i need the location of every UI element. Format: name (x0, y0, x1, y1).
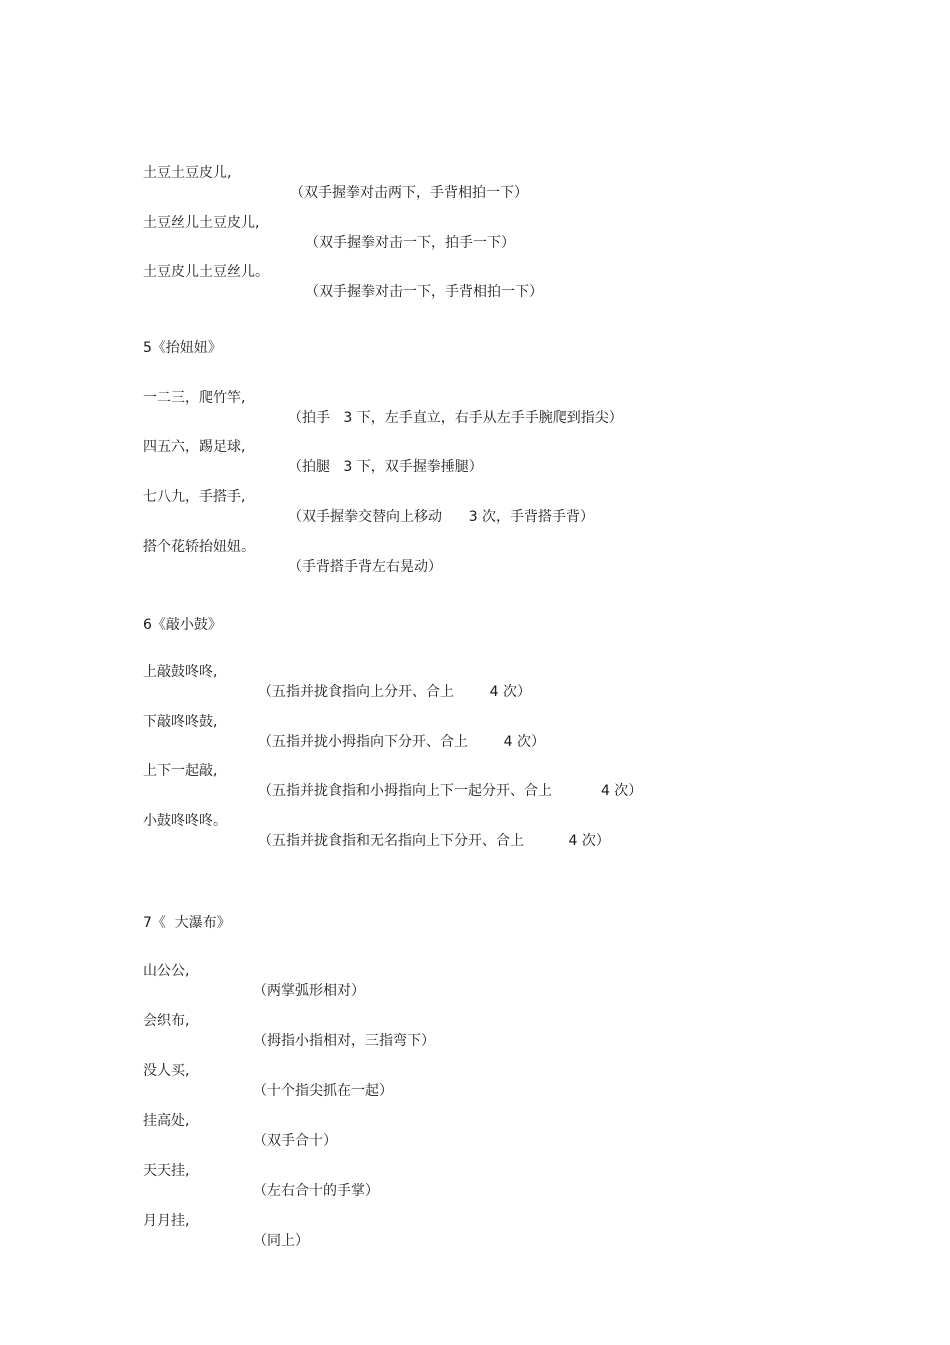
gesture-note: （拍腿 3 下，双手握拳捶腿） (288, 459, 483, 475)
gesture-note: （十个指尖抓在一起） (253, 1083, 393, 1099)
section-4-line (0, 193, 515, 251)
lyric-text: 上敲鼓咚咚, (143, 664, 218, 680)
section-4-line (0, 143, 528, 201)
gesture-note: （五指并拢小拇指向下分开、合上 4 次） (258, 734, 545, 750)
section-heading: 7《 大瀑布》 (143, 915, 231, 931)
lyric-text: 天天挂, (143, 1163, 190, 1179)
section-5-line (0, 417, 483, 475)
gesture-note: （两掌弧形相对） (253, 983, 365, 999)
gesture-note: （五指并拢食指和小拇指向上下一起分开、合上 4 次） (258, 783, 643, 799)
section-7-heading-row (0, 893, 231, 931)
section-7-line (0, 941, 365, 999)
section-6-line (0, 642, 531, 700)
gesture-note: （双手握拳对击两下，手背相拍一下） (290, 185, 528, 201)
gesture-note: （同上） (253, 1233, 309, 1249)
section-7-line (0, 1191, 309, 1249)
lyric-text: 月月挂, (143, 1213, 190, 1229)
lyric-text: 七八九，手搭手, (143, 489, 246, 505)
lyric-text: 土豆土豆皮儿, (143, 165, 232, 181)
lyric-text: 下敲咚咚鼓, (143, 714, 218, 730)
lyric-text: 一二三，爬竹竿, (143, 390, 246, 406)
section-6-heading-row (0, 595, 222, 633)
gesture-note: （五指并拢食指和无名指向上下分开、合上 4 次） (258, 833, 610, 849)
section-5-heading-row (0, 318, 222, 356)
section-heading: 5《抬妞妞》 (143, 340, 222, 356)
lyric-text: 搭个花轿抬妞妞。 (143, 539, 255, 555)
lyric-text: 挂高处, (143, 1113, 190, 1129)
lyric-text: 土豆丝儿土豆皮儿, (143, 215, 260, 231)
lyric-text: 土豆皮儿土豆丝儿。 (143, 264, 269, 280)
section-7-line (0, 1041, 393, 1099)
gesture-note: （拇指小指相对，三指弯下） (253, 1033, 435, 1049)
section-7-line (0, 1091, 337, 1149)
lyric-text: 小鼓咚咚咚。 (143, 813, 227, 829)
section-5-line (0, 368, 623, 426)
lyric-text: 没人买, (143, 1063, 190, 1079)
gesture-note: （手背搭手背左右晃动） (288, 559, 442, 575)
lyric-text: 会织布, (143, 1013, 190, 1029)
gesture-note: （双手握拳对击一下，拍手一下） (305, 235, 515, 251)
section-6-line (0, 791, 610, 849)
lyric-text: 四五六，踢足球, (143, 439, 246, 455)
gesture-note: （拍手 3 下，左手直立，右手从左手手腕爬到指尖） (288, 410, 623, 426)
gesture-note: （双手握拳对击一下，手背相拍一下） (305, 284, 543, 300)
gesture-note: （双手合十） (253, 1133, 337, 1149)
section-heading: 6《敲小鼓》 (143, 617, 222, 633)
gesture-note: （五指并拢食指向上分开、合上 4 次） (258, 684, 531, 700)
gesture-note: （左右合十的手掌） (253, 1183, 379, 1199)
section-5-line (0, 517, 442, 575)
gesture-note: （双手握拳交替向上移动 3 次，手背搭手背） (288, 509, 595, 525)
lyric-text: 山公公, (143, 963, 190, 979)
lyric-text: 上下一起敲, (143, 763, 218, 779)
